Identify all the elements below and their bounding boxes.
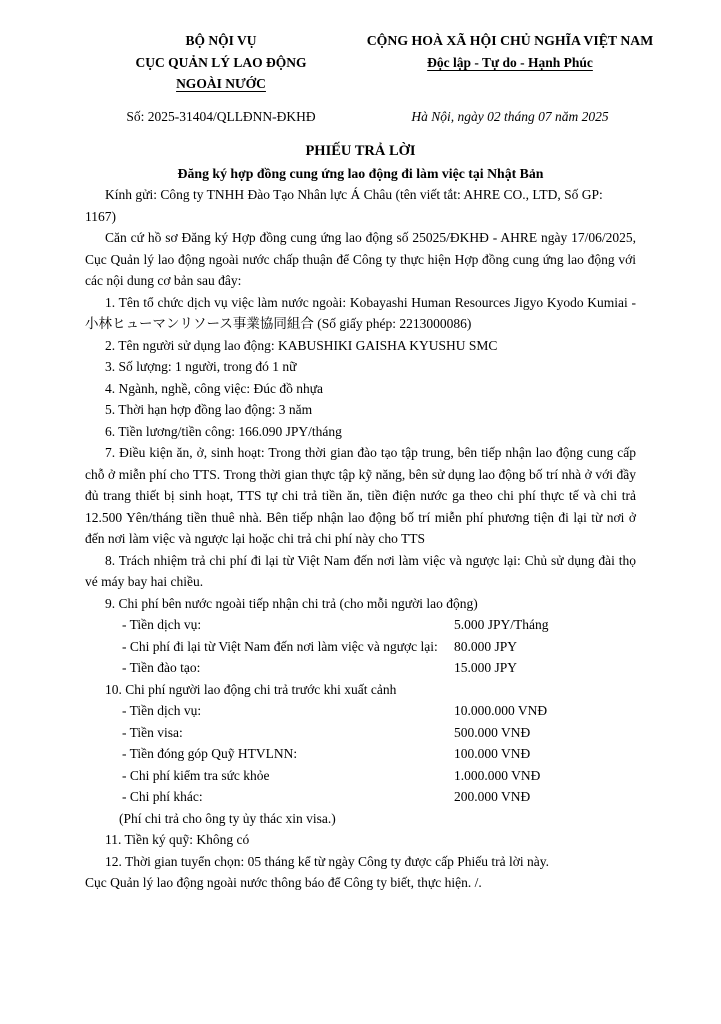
national-header-block xyxy=(360,30,660,95)
numbered-item-8: 8. Trách nhiệm trả chi phí đi lại từ Việt Nam đến nơi làm việc và ngược lại: Chủ sử dụng đài thọ vé máy bay hai chiều. xyxy=(85,552,636,589)
numbered-item-12: 12. Thời gian tuyển chọn: 05 tháng kể từ ngày Công ty được cấp Phiếu trả lời này. xyxy=(105,853,549,869)
fee-row xyxy=(122,786,636,808)
document-title: PHIẾU TRẢ LỜI xyxy=(305,143,416,159)
numbered-item-7: 7. Điều kiện ăn, ở, sinh hoạt: Trong thời gian đào tạo tập trung, bên tiếp nhận lao động cung cấp chỗ ở miễn phí cho TTS. Trong thời gian thực tập kỹ năng, bên sử dụng lao động bố trí nhà ở với đầy đủ trang thiết bị sinh hoạt, TTS tự chi trả tiền ăn, tiền điện nước ga theo chi phí thực tế và chi trả 12.500 Yên/tháng tiền thuê nhà. Bên tiếp nhận lao động bố trí miễn phí phương tiện đi lại từ nơi ở đến nơi làm việc và ngược lại hoặc chi trả chi phí này cho TTS xyxy=(85,445,636,546)
fee-row xyxy=(122,700,636,722)
fee-row xyxy=(122,765,636,787)
fee-label: - Tiền đóng góp Quỹ HTVLNN: xyxy=(122,746,298,761)
numbered-item-2: 2. Tên người sử dụng lao động: KABUSHIKI GAISHA KYUSHU SMC xyxy=(105,337,498,353)
numbered-item-3: 3. Số lượng: 1 người, trong đó 1 nữ xyxy=(105,359,297,374)
national-motto: Độc lập - Tự do - Hạnh Phúc xyxy=(427,54,593,70)
numbered-item-10-heading: 10. Chi phí người lao động chi trả trước khi xuất cảnh xyxy=(105,681,397,697)
fee-label: - Tiền dịch vụ: xyxy=(122,703,202,718)
numbered-item-5: 5. Thời hạn hợp đồng lao động: 3 năm xyxy=(105,402,313,417)
fee-label: - Tiền dịch vụ: xyxy=(122,617,202,632)
fee-label: - Chi phí kiểm tra sức khỏe xyxy=(122,767,270,783)
recipient-line: Kính gửi: Công ty TNHH Đào Tạo Nhân lực Á Châu (tên viết tắt: AHRE CO., LTD, Số GP: 1167) xyxy=(85,187,603,224)
numbered-item-6: 6. Tiền lương/tiền công: 166.090 JPY/tháng xyxy=(105,423,342,439)
numbered-item-9-heading: 9. Chi phí bên nước ngoài tiếp nhận chi trả (cho mỗi người lao động) xyxy=(105,595,478,611)
document-number: Số: 2025-31404/QLLĐNN-ĐKHĐ xyxy=(126,108,316,124)
fee-row xyxy=(122,743,636,765)
visa-fee-note: (Phí chi trả cho ông ty ủy thác xin visa.) xyxy=(119,810,336,826)
fee-row xyxy=(122,657,636,679)
document-meta-row xyxy=(85,106,636,128)
fee-value: 1.000.000 VNĐ xyxy=(454,767,541,783)
fee-value: 10.000.000 VNĐ xyxy=(454,703,548,718)
closing-line: Cục Quản lý lao động ngoài nước thông báo để Công ty biết, thực hiện. /. xyxy=(85,875,482,890)
document-subtitle: Đăng ký hợp đồng cung ứng lao động đi làm việc tại Nhật Bản xyxy=(177,165,544,181)
fee-value: 15.000 JPY xyxy=(454,660,518,675)
numbered-item-1: 1. Tên tổ chức dịch vụ việc làm nước ngoài: Kobayashi Human Resources Jigyo Kyodo Kumiai - 小林ヒューマンリソース事業協同組合 (Số giấy phép: 2213000086) xyxy=(85,294,636,331)
fee-label: - Chi phí đi lại từ Việt Nam đến nơi làm việc và ngược lại: xyxy=(122,638,438,654)
fee-label: - Tiền đào tạo: xyxy=(122,660,201,675)
document-header xyxy=(85,30,654,95)
numbered-item-11: 11. Tiền ký quỹ: Không có xyxy=(105,832,250,847)
fee-row xyxy=(122,722,636,744)
fee-value: 500.000 VNĐ xyxy=(454,724,531,740)
agency-name-line2: NGOÀI NƯỚC xyxy=(176,76,266,91)
fee-row xyxy=(122,614,636,636)
fee-value: 80.000 JPY xyxy=(454,638,518,654)
place-and-date: Hà Nội, ngày 02 tháng 07 năm 2025 xyxy=(411,108,609,124)
fee-value: 200.000 VNĐ xyxy=(454,789,531,804)
fee-value: 100.000 VNĐ xyxy=(454,746,531,761)
fee-label: - Chi phí khác: xyxy=(122,789,203,804)
agency-name-line1: CỤC QUẢN LÝ LAO ĐỘNG xyxy=(135,54,307,70)
national-title: CỘNG HOÀ XÃ HỘI CHỦ NGHĨA VIỆT NAM xyxy=(366,33,654,48)
numbered-item-4: 4. Ngành, nghề, công việc: Đúc đồ nhựa xyxy=(105,380,324,396)
fee-row xyxy=(122,636,636,658)
fee-label: - Tiền visa: xyxy=(122,724,183,740)
preamble-paragraph: Căn cứ hồ sơ Đăng ký Hợp đồng cung ứng lao động số 25025/ĐKHĐ - AHRE ngày 17/06/2025, Cục Quản lý lao động ngoài nước chấp thuận để Công ty thực hiện Hợp đồng cung ứng lao động với các nội dung cơ bản sau đây: xyxy=(85,230,636,288)
fee-value: 5.000 JPY/Tháng xyxy=(454,617,549,632)
issuing-agency-block xyxy=(85,30,357,95)
ministry-name: BỘ NỘI VỤ xyxy=(185,33,257,48)
